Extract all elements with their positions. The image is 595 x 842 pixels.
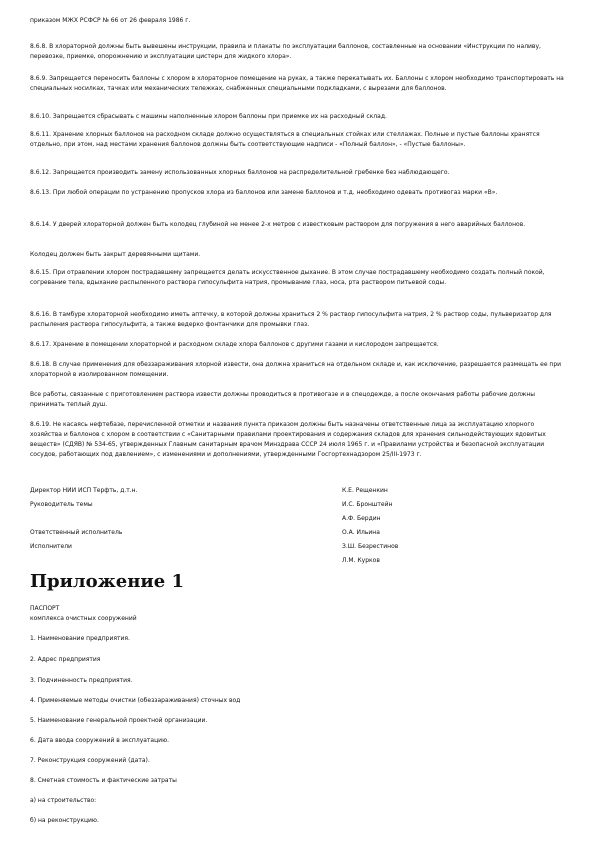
appendix-title: Приложение 1: [30, 571, 185, 592]
signature-name: К.Е. Рещенкин: [342, 487, 388, 494]
paragraph-well-cover: Колодец должен быть закрыт деревянными щитами.: [30, 251, 201, 258]
list-item: 3. Подчиненность предприятия.: [30, 677, 133, 684]
signature-name: З.Ш. Безрестинов: [342, 543, 399, 550]
paragraph-8-6-19: 8.6.19. Не касаясь нефтебазе, перечисленной отметки и названия пункта приказом должны быть назначены ответственные лица за эксплуатацию хлорного хозяйства и баллонов с хлором в соответствии с «Санитарными правилами проектирования и содержания складов для хранения сильнодействующих ядовитых веществ» (СДЯВ) № 534-65, утвержденных Главным санитарным врачом Минздрава СССР 24 июля 1965 г. и «Правилами устройства и безопасной эксплуатации сосудов, работающих под давлением», с изменениями и дополнениями, утвержденными Госгортехнадзором 25/III-1973 г.: [30, 421, 546, 458]
list-item: 7. Реконструкция сооружений (дата).: [30, 757, 150, 764]
signature-name: А.Ф. Бердин: [342, 515, 381, 522]
signature-name: О.А. Ильина: [342, 529, 380, 536]
list-item: 5. Наименование генеральной проектной организации.: [30, 717, 208, 724]
signature-role: Ответственный исполнитель: [30, 529, 123, 536]
signature-role: Директор НИИ ИСП Терфть, д.т.н.: [30, 487, 138, 494]
list-item: б) на реконструкцию.: [30, 817, 99, 824]
list-item: 4. Применяемые методы очистки (обеззараживания) сточных вод: [30, 697, 241, 704]
list-item: а) на строительство:: [30, 797, 97, 804]
paragraph-8-6-17: 8.6.17. Хранение в помещении хлораторной и расходном складе хлора баллонов с другими газами и кислородом запрещается.: [30, 341, 439, 348]
list-item: 6. Дата ввода сооружений в эксплуатацию.: [30, 737, 170, 744]
paragraph-lime-work: Все работы, связанные с приготовлением раствора извести должны проводиться в противогазе и в спецодежде, а после окончания работы рабочие должны принимать теплый душ.: [30, 391, 536, 408]
paragraph-intro: приказом МЖХ РСФСР № 66 от 26 февраля 1986 г.: [30, 17, 191, 24]
passport-subtitle: комплекса очистных сооружений: [30, 615, 137, 622]
paragraph-8-6-11: 8.6.11. Хранение хлорных баллонов на расходном складе должно осуществляться в специальных стойках или стеллажах. Полные и пустые баллоны хранятся отдельно, при этом, над местами хранения баллонов должны быть соответствующие надписи - «Полный баллон», - «Пустые баллоны».: [30, 131, 540, 148]
signature-role: Исполнители: [30, 543, 72, 550]
list-item: 1. Наименование предприятия.: [30, 635, 130, 642]
paragraph-8-6-15: 8.6.15. При отравлении хлором пострадавшему запрещается делать искусственное дыхание. В этом случае пострадавшему необходимо создать полный покой, согревание тела, вдыхание распыленного раствора гипосульфита натрия, промывание глаз, носа, рта раствором питьевой соды.: [30, 269, 545, 286]
paragraph-8-6-16: 8.6.16. В тамбуре хлораторной необходимо иметь аптечку, в которой должны храниться 2 % раствор гипосульфита натрия, 2 % раствор соды, пульверизатор для распыления раствора гипосульфита, а также ведерко фонтанчики для промывки глаз.: [30, 311, 552, 328]
signature-role: Руководитель темы: [30, 501, 93, 508]
paragraph-8-6-14: 8.6.14. У дверей хлораторной должен быть колодец глубиной не менее 2-х метров с известковым раствором для погружения в него аварийных баллонов.: [30, 221, 526, 228]
passport-heading: ПАСПОРТ: [30, 605, 60, 612]
signature-name: И.С. Бронштейн: [342, 501, 393, 508]
paragraph-8-6-8: 8.6.8. В хлораторной должны быть вывешены инструкции, правила и плакаты по эксплуатации баллонов, составленные на основании «Инструкции по наливу, перевозке, приемке, опорожнению и эксплуатации цистерн для жидкого хлора».: [30, 43, 541, 60]
paragraph-8-6-10: 8.6.10. Запрещается сбрасывать с машины наполненные хлором баллоны при приемке их на расходный склад.: [30, 113, 387, 120]
signature-name: Л.М. Курков: [342, 557, 380, 564]
paragraph-8-6-18: 8.6.18. В случае применения для обеззараживания хлорной извести, она должна храниться на отдельном складе и, как исключение, разрешается размещать ее при хлораторной в изолированном помещении.: [30, 361, 562, 378]
paragraph-8-6-13: 8.6.13. При любой операции по устранению пропусков хлора из баллонов или замене баллонов и т.д. необходимо одевать противогаз марки «В».: [30, 189, 498, 196]
list-item: 8. Сметная стоимость и фактические затраты: [30, 777, 177, 784]
paragraph-8-6-9: 8.6.9. Запрещается переносить баллоны с хлором в хлораторное помещение на руках, а также перекатывать их. Баллоны с хлором необходимо транспортировать на специальных носилках, тачках или механических тележках, снабженных специальными подкладками, с вырезами для баллонов.: [30, 75, 564, 92]
list-item: 2. Адрес предприятия: [30, 656, 101, 663]
paragraph-8-6-12: 8.6.12. Запрещается производить замену использованных хлорных баллонов на распределительной гребенке без наблюдающего.: [30, 169, 450, 176]
